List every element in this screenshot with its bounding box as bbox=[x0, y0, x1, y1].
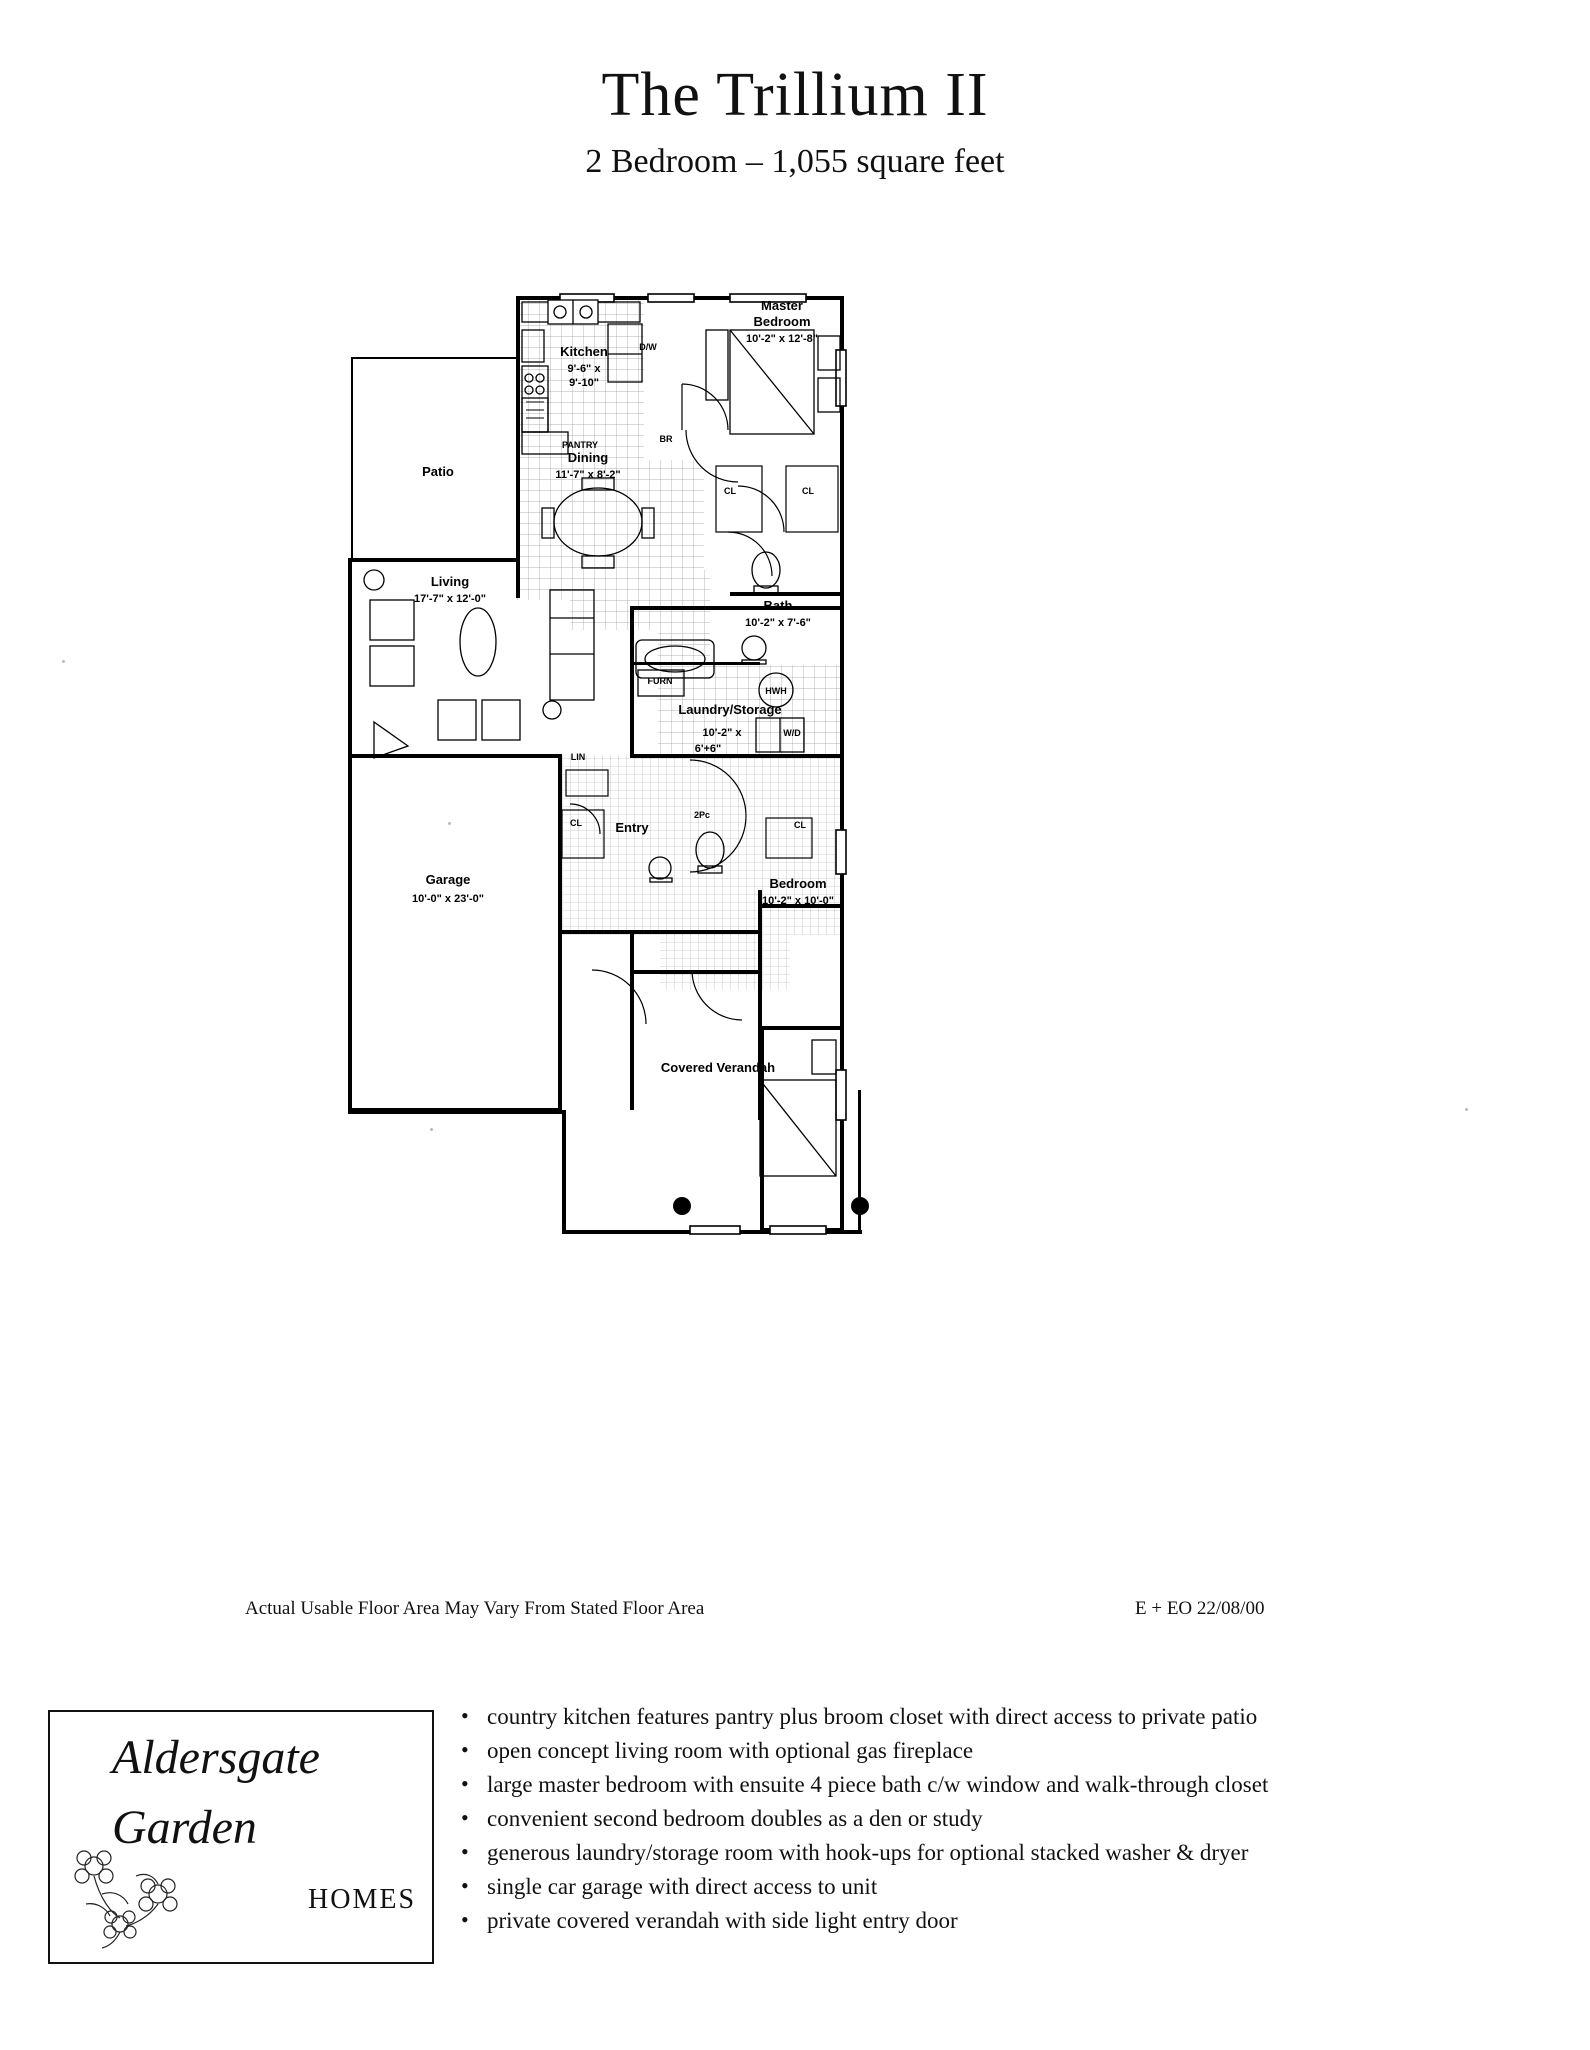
label-two-piece-bath: 2Pc bbox=[693, 810, 711, 820]
page-speck bbox=[430, 1128, 433, 1131]
dim-bath: 10'-2" x 7'-6" bbox=[745, 617, 811, 629]
label-bath: Bath bbox=[763, 598, 793, 613]
dim-kitchen-line1: 9'-6" x bbox=[567, 363, 601, 375]
page-speck bbox=[448, 822, 451, 825]
dim-master-bedroom: 10'-2" x 12'-8" bbox=[746, 333, 818, 345]
label-furnace: FURN bbox=[647, 676, 673, 686]
label-patio: Patio bbox=[422, 464, 454, 479]
page-speck bbox=[62, 660, 65, 663]
label-linen-closet: LIN bbox=[570, 752, 586, 762]
label-bedroom: Bedroom bbox=[769, 876, 827, 891]
list-item: • convenient second bedroom doubles as a den or study bbox=[455, 1802, 1555, 1836]
verandah-posts bbox=[673, 1197, 869, 1215]
label-closet-master-left: CL bbox=[724, 486, 736, 496]
list-item: • open concept living room with optional gas fireplace bbox=[455, 1734, 1555, 1768]
page-subtitle: 2 Bedroom – 1,055 square feet bbox=[585, 143, 1005, 180]
label-hot-water-heater: HWH bbox=[765, 686, 787, 696]
label-living: Living bbox=[430, 574, 470, 589]
aldersgate-logo bbox=[48, 1710, 434, 1964]
label-kitchen: Kitchen bbox=[560, 344, 608, 359]
label-garage: Garage bbox=[425, 872, 471, 887]
floor-area-disclaimer: Actual Usable Floor Area May Vary From Stated Floor Area bbox=[245, 1598, 705, 1619]
list-item: • generous laundry/storage room with hook-ups for optional stacked washer & dryer bbox=[455, 1836, 1555, 1870]
logo-word-aldersgate: Aldersgate bbox=[112, 1731, 320, 1784]
label-closet-master-right: CL bbox=[802, 486, 814, 496]
list-item: • single car garage with direct access to unit bbox=[455, 1870, 1555, 1904]
dim-dining: 11'-7" x 8'-2" bbox=[555, 469, 621, 481]
page-speck bbox=[1465, 1108, 1468, 1111]
label-master-bedroom-line1: Master bbox=[761, 298, 803, 313]
features-list bbox=[455, 1700, 1555, 1938]
page-title: The Trillium II bbox=[601, 61, 989, 129]
label-pantry: PANTRY bbox=[562, 440, 598, 450]
dim-laundry-line1: 10'-2" x bbox=[702, 727, 742, 739]
dim-garage: 10'-0" x 23'-0" bbox=[412, 893, 484, 905]
dim-kitchen-line2: 9'-10" bbox=[569, 377, 599, 389]
label-master-bedroom-line2: Bedroom bbox=[753, 314, 811, 329]
dim-laundry-line2: 6'+6" bbox=[694, 743, 722, 755]
logo-word-garden: Garden bbox=[112, 1801, 257, 1854]
logo-word-homes: HOMES bbox=[308, 1884, 417, 1915]
label-washer-dryer: W/D bbox=[783, 728, 801, 738]
list-item: • private covered verandah with side light entry door bbox=[455, 1904, 1555, 1938]
label-entry: Entry bbox=[615, 820, 649, 835]
document-code: E + EO 22/08/00 bbox=[1135, 1598, 1265, 1619]
list-item: • country kitchen features pantry plus broom closet with direct access to private patio bbox=[455, 1700, 1555, 1734]
label-covered-verandah: Covered Verandah bbox=[660, 1060, 776, 1075]
label-closet-entry: CL bbox=[570, 818, 582, 828]
label-closet-bedroom: CL bbox=[794, 820, 806, 830]
dim-bedroom: 10'-2" x 10'-0" bbox=[762, 895, 834, 907]
list-item: • large master bedroom with ensuite 4 piece bath c/w window and walk-through closet bbox=[455, 1768, 1555, 1802]
floor-plan-drawing bbox=[330, 270, 1090, 1370]
label-dining: Dining bbox=[567, 450, 609, 465]
label-laundry-storage: Laundry/Storage bbox=[678, 702, 782, 717]
dim-living: 17'-7" x 12'-0" bbox=[414, 593, 486, 605]
page-header bbox=[0, 60, 1590, 181]
flower-icon bbox=[66, 1832, 196, 1952]
label-broom-closet: BR bbox=[659, 434, 673, 444]
label-dishwasher: D/W bbox=[639, 342, 657, 352]
